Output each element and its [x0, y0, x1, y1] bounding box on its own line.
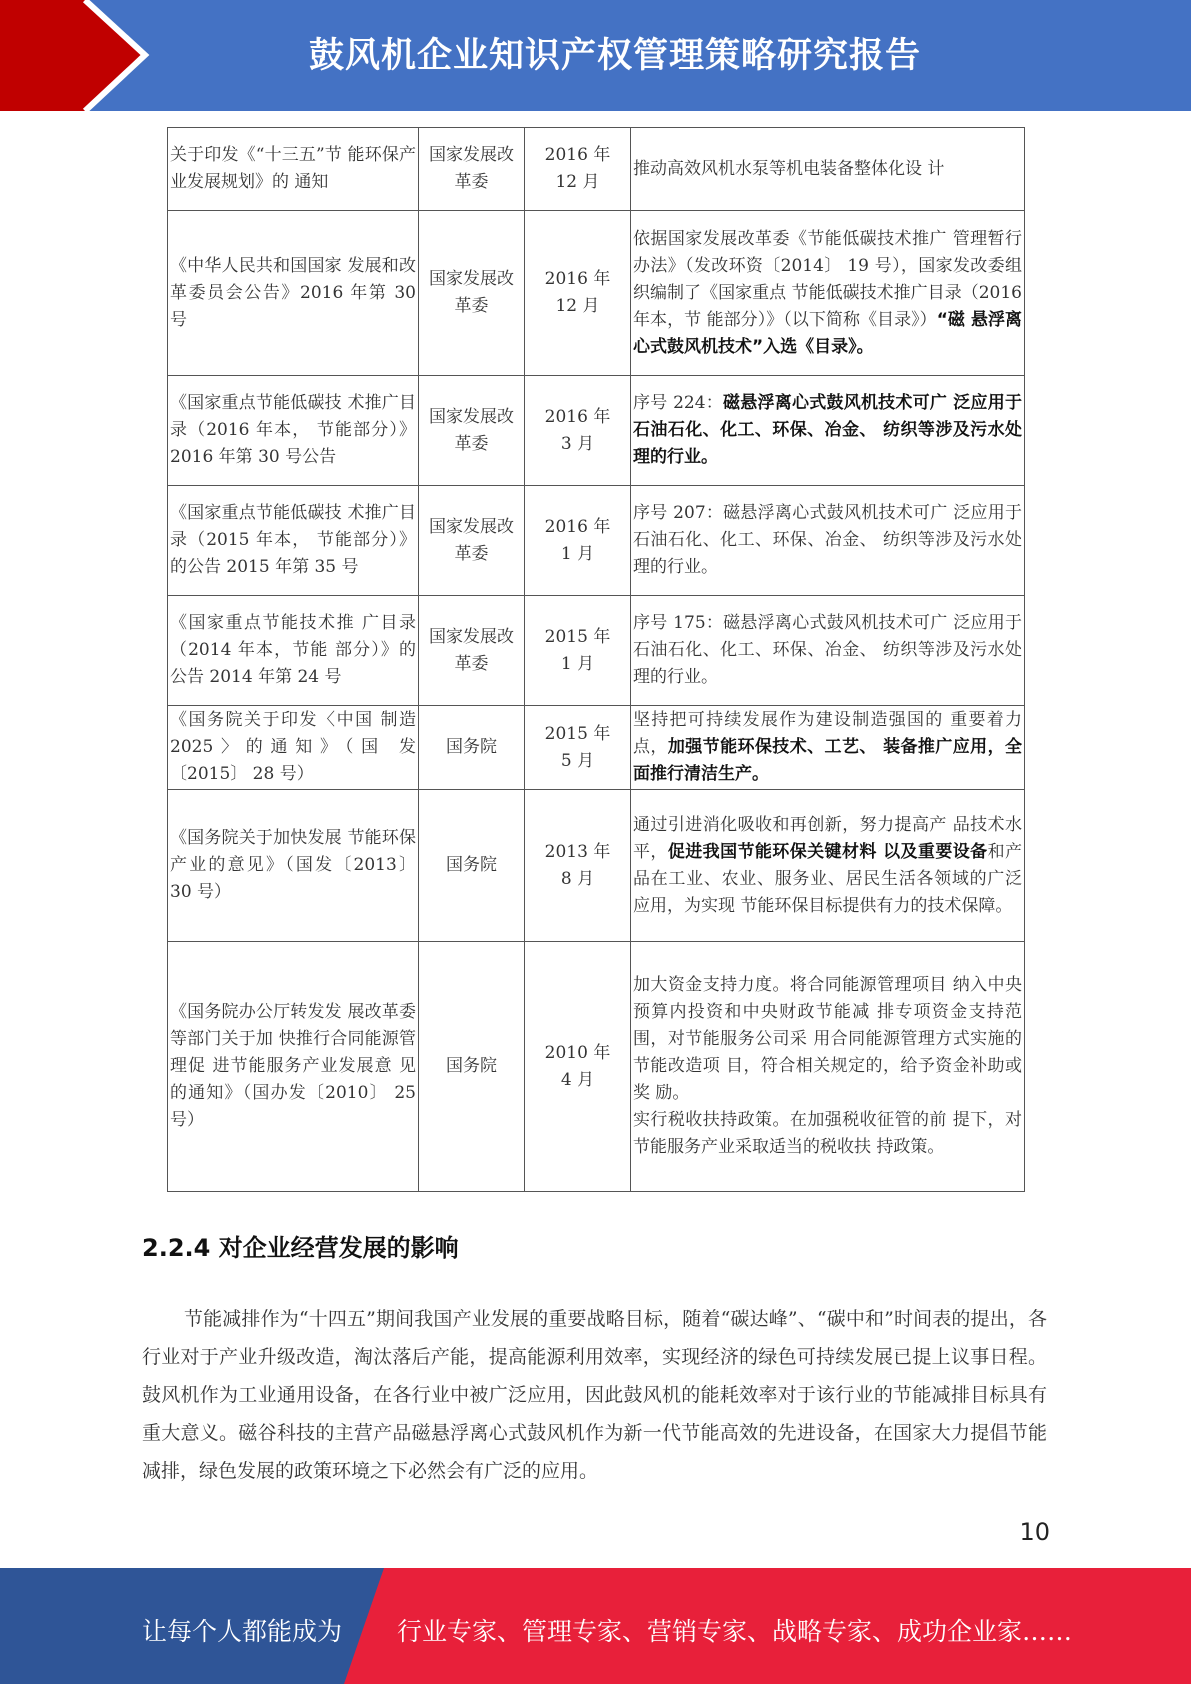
issue-year: 2016 年	[544, 269, 611, 289]
issue-month: 4 月	[560, 1069, 595, 1090]
content-highlight: 加强节能环保技术、工艺、 装备推广应用，全面推行清洁生产。	[633, 737, 1022, 784]
issue-month: 5 月	[560, 750, 595, 771]
issuing-dept-cell: 国务院	[419, 706, 525, 790]
content-text: 实行税收扶持政策。在加强税收征管的前 提下，对节能服务产业采取适当的税收扶 持政策。	[633, 1110, 1022, 1157]
policy-content-cell	[631, 211, 1025, 376]
issue-year: 2010 年	[544, 1042, 611, 1063]
page-number: 10	[1019, 1518, 1050, 1546]
policy-name-cell: 《国务院关于印发〈中国 制造 2025〉的通知》（国 发〔2015〕 28 号）	[168, 706, 419, 790]
footer-slogan-right: 行业专家、管理专家、营销专家、战略专家、成功企业家……	[397, 1617, 1073, 1646]
issue-date-cell	[525, 128, 631, 211]
content-text: 加大资金支持力度。将合同能源管理项目 纳入中央预算内投资和中央财政节能减 排专项资金支持范围，对节能服务公司采 用合同能源管理方式实施的节能改造项 目，符合相关规定的，给予资金补助或奖 励。	[633, 975, 1022, 1103]
issue-month: 12 月	[555, 296, 600, 316]
policy-content-cell	[631, 596, 1025, 706]
issuing-dept-cell: 国务院	[419, 790, 525, 942]
content-text: 推动高效风机水泵等机电装备整体化设 计	[633, 158, 945, 179]
issue-year: 2016 年	[544, 516, 611, 537]
issue-date-cell	[525, 942, 631, 1192]
policy-content-cell	[631, 128, 1025, 211]
policy-content-cell	[631, 486, 1025, 596]
issuing-dept-cell: 国务院	[419, 942, 525, 1192]
policy-content-cell	[631, 376, 1025, 486]
issue-month: 1 月	[560, 543, 595, 564]
page-footer	[0, 1568, 1191, 1684]
content-text: 序号 175：磁悬浮离心式鼓风机技术可广 泛应用于石油石化、化工、环保、冶金、 纺织等涉及污水处理的行业。	[633, 613, 1022, 687]
issuing-dept-cell: 国家发展改革委	[419, 486, 525, 596]
issue-year: 2016 年	[544, 145, 611, 165]
body-paragraph: 节能减排作为“十四五”期间我国产业发展的重要战略目标，随着“碳达峰”、“碳中和”时间表的提出，各行业对于产业升级改造，淘汰落后产能，提高能源利用效率，实现经济的绿色可持续发展已提上议事日程。鼓风机作为工业通用设备，在各行业中被广泛应用，因此鼓风机的能耗效率对于该行业的节能减排目标具有重大意义。磁谷科技的主营产品磁悬浮离心式鼓风机作为新一代节能高效的先进设备，在国家大力提倡节能减排，绿色发展的政策环境之下必然会有广泛的应用。	[142, 1308, 1047, 1482]
footer-slogan-left: 让每个人都能成为	[142, 1617, 343, 1646]
issuing-dept-cell: 国家发展改革委	[419, 596, 525, 706]
issue-date-cell	[525, 596, 631, 706]
issue-year: 2016 年	[544, 406, 611, 427]
issue-date-cell	[525, 376, 631, 486]
table-row	[168, 596, 1025, 706]
content-text: 和产品在工业、农业、服务业、居民生活各领域的广泛应用，为实现 节能环保目标提供有力的技术保障。	[633, 841, 1023, 916]
issue-year: 2015 年	[544, 626, 611, 647]
table-row	[168, 128, 1025, 211]
table-row	[168, 790, 1025, 942]
policy-content-cell	[631, 942, 1025, 1192]
policy-name-cell: 《国务院关于加快发展 节能环保产业的意见》（国发〔2013〕 30 号）	[168, 790, 419, 942]
section-heading: 2.2.4 对企业经营发展的影响	[142, 1234, 459, 1262]
content-text: 通过引进消化吸收和再创新，努力提高产 品技术水平，	[633, 814, 1022, 862]
issue-month: 12 月	[555, 172, 600, 192]
issue-year: 2015 年	[544, 723, 611, 744]
content-text: 序号 207：磁悬浮离心式鼓风机技术可广 泛应用于石油石化、化工、环保、冶金、 纺织等涉及污水处理的行业。	[633, 503, 1022, 577]
policy-name-cell: 《中华人民共和国国家 发展和改革委员会公告》2016 年第 30 号	[168, 211, 419, 376]
content-highlight: 磁悬浮离心式鼓风机技术可广 泛应用于石油石化、化工、环保、冶金、 纺织等涉及污水处理的行业。	[633, 393, 1022, 467]
policy-content-cell	[631, 790, 1025, 942]
content-text: 依据国家发展改革委《节能低碳技术推广 管理暂行办法》（发改环资〔2014〕 19 号），国家发改委组织编制了《国家重点 节能低碳技术推广目录（2016 年本，节 能部分）》（以下简称《目录》）	[633, 228, 1022, 330]
content-text: 坚持把可持续发展作为建设制造强国的 重要着力点，	[633, 710, 1022, 757]
table-row	[168, 211, 1025, 376]
report-title: 鼓风机企业知识产权管理策略研究报告	[308, 36, 921, 76]
content-highlight: 促进我国节能环保关键材料 以及重要设备	[667, 841, 988, 862]
issuing-dept-cell: 国家发展改革委	[419, 211, 525, 376]
issue-date-cell	[525, 790, 631, 942]
policy-name-cell: 《国家重点节能低碳技 术推广目录（2015 年本， 节能部分）》的公告 2015 年第 35 号	[168, 486, 419, 596]
content-highlight: “磁 悬浮离心式鼓风机技术”入选《目录》。	[633, 309, 1022, 357]
table-row	[168, 486, 1025, 596]
table-row	[168, 376, 1025, 486]
policy-content-cell	[631, 706, 1025, 790]
issue-date-cell	[525, 706, 631, 790]
content-text: 序号 224：	[633, 393, 724, 413]
policy-name-cell: 《国家重点节能低碳技 术推广目录（2016 年本， 节能部分）》2016 年第 30 号公告	[168, 376, 419, 486]
policy-table	[167, 127, 1025, 1192]
page-header	[0, 0, 1191, 111]
issuing-dept-cell: 国家发展改革委	[419, 376, 525, 486]
issue-month: 1 月	[560, 653, 595, 674]
issue-date-cell	[525, 211, 631, 376]
issue-month: 3 月	[560, 433, 595, 454]
policy-name-cell: 《国家重点节能技术推 广目录（2014 年本，节能 部分）》的公告 2014 年第 24 号	[168, 596, 419, 706]
issue-year: 2013 年	[544, 841, 611, 862]
issue-month: 8 月	[560, 868, 595, 889]
table-row	[168, 706, 1025, 790]
issuing-dept-cell: 国家发展改革委	[419, 128, 525, 211]
table-row	[168, 942, 1025, 1192]
issue-date-cell	[525, 486, 631, 596]
policy-name-cell: 关于印发《“十三五”节 能环保产业发展规划》的 通知	[168, 128, 419, 211]
policy-name-cell: 《国务院办公厅转发发 展改革委等部门关于加 快推行合同能源管理促 进节能服务产业发展意 见的通知》（国办发〔2010〕 25 号）	[168, 942, 419, 1192]
